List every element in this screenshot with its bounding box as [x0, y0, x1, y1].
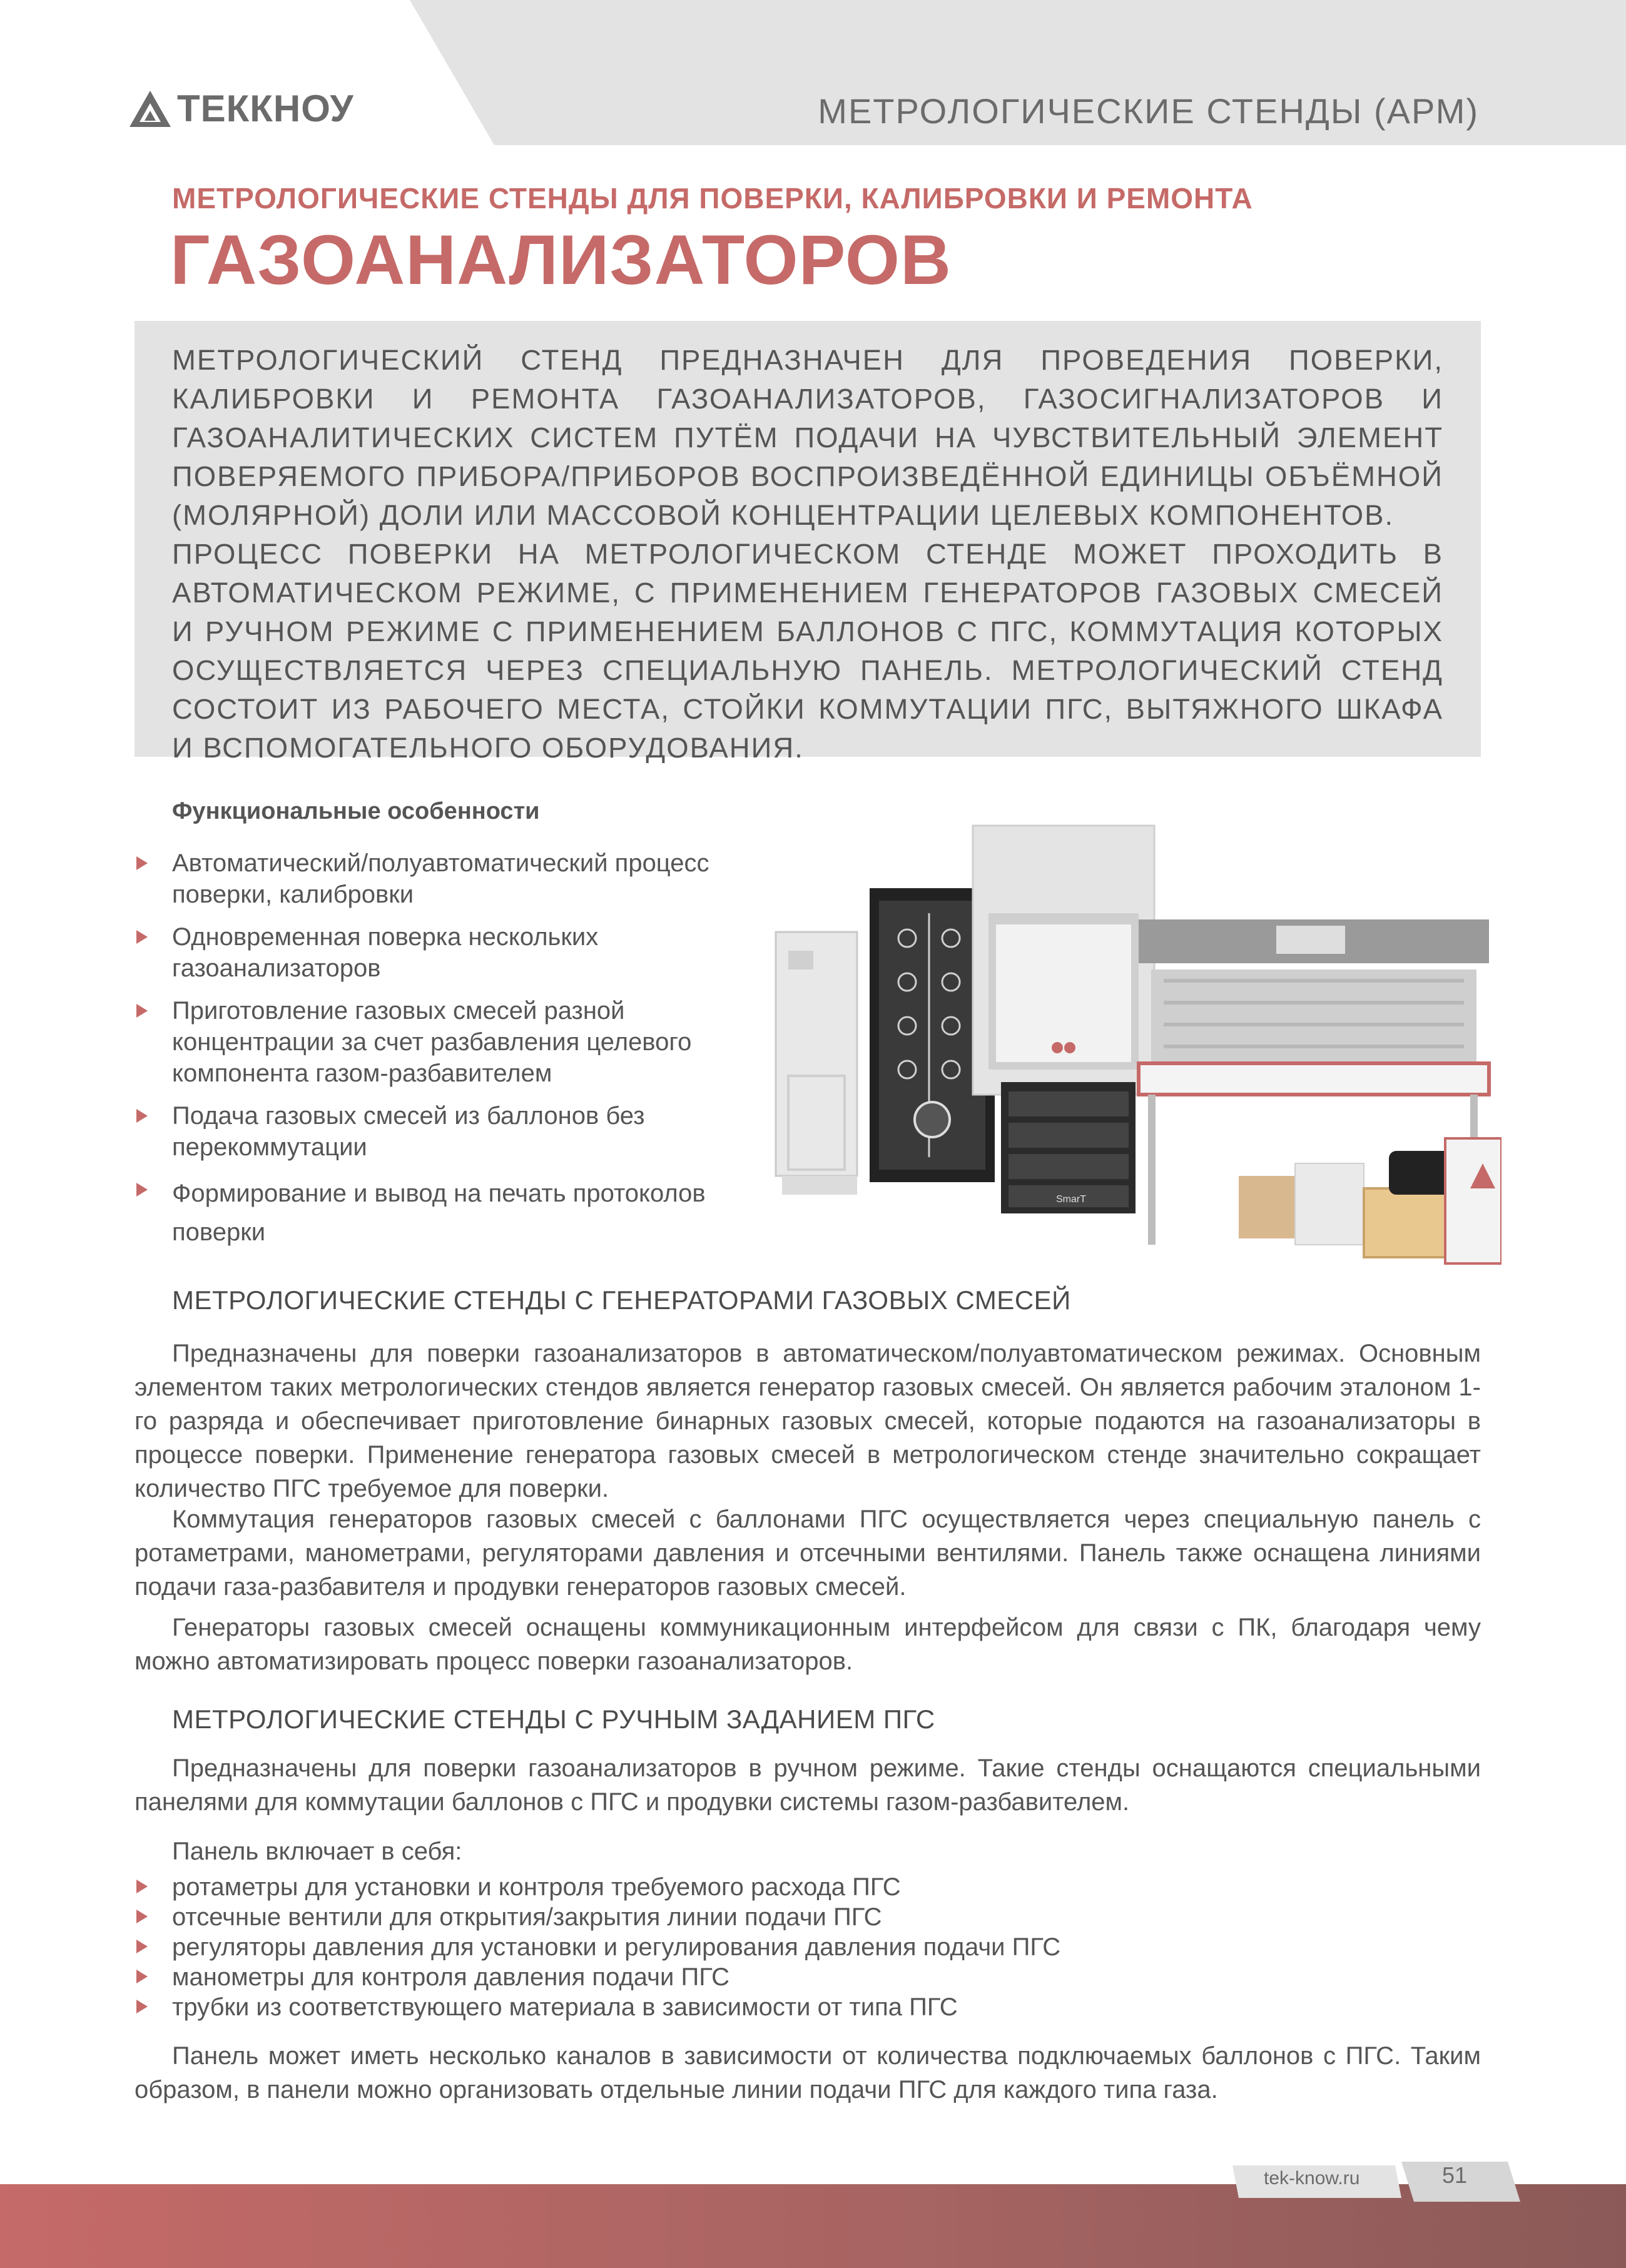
list-item: отсечные вентили для открытия/закрытия линии подачи ПГС: [135, 1902, 1481, 1932]
section2-paragraph-1: Предназначены для поверки газоанализаторов в ручном режиме. Такие стенды оснащаются специальными панелями для коммутации баллонов с ПГС и продувки системы газом-разбавителем.: [135, 1754, 1481, 1816]
section-title: МЕТРОЛОГИЧЕСКИЕ СТЕНДЫ (АРМ): [818, 91, 1479, 131]
section1-paragraph-1: Предназначены для поверки газоанализаторов в автоматическом/полуавтоматическом режимах. Основным элементом таких метрологических стендов является генератор газовых смесей. Он является рабочим эталоном 1-го разряда и обеспечивает приготовление бинарных газовых смесей, которые подаются на газоанализаторы в процессе поверки. Применение генератора газовых смесей в метрологическом стенде значительно сокращает количество ПГС требуемое для поверки.: [135, 1340, 1481, 1502]
cabinet-label: SmarT: [1056, 1194, 1086, 1205]
bullet-triangle-icon: [136, 1970, 148, 1983]
panel-items-list: [135, 1872, 1481, 2022]
feature-item: Одновременная поверка нескольких газоанализаторов: [135, 921, 716, 984]
bullet-triangle-icon: [136, 1940, 148, 1953]
section1-paragraph-3: Генераторы газовых смесей оснащены коммуникационным интерфейсом для связи с ПК, благодаря чему можно автоматизировать процесс поверки газоанализаторов.: [135, 1614, 1481, 1675]
list-item: ротаметры для установки и контроля требуемого расхода ПГС: [135, 1872, 1481, 1902]
intro-paragraph-2: ПРОЦЕСС ПОВЕРКИ НА МЕТРОЛОГИЧЕСКОМ СТЕНДЕ МОЖЕТ ПРОХОДИТЬ В АВТОМАТИЧЕСКОМ РЕЖИМЕ, С ПРИМЕНЕНИЕМ ГЕНЕРАТОРОВ ГАЗОВЫХ СМЕСЕЙ И РУЧНОМ РЕЖИМЕ С ПРИМЕНЕНИЕМ БАЛЛОНОВ С ПГС, КОММУТАЦИЯ КОТОРЫХ ОСУЩЕСТВЛЯЕТСЯ ЧЕРЕЗ СПЕЦИАЛЬНУЮ ПАНЕЛЬ. МЕТРОЛОГИЧЕСКИЙ СТЕНД СОСТОИТ ИЗ РАБОЧЕГО МЕСТА, СТОЙКИ КОММУТАЦИИ ПГС, ВЫТЯЖНОГО ШКАФА И ВСПОМОГАТЕЛЬНОГО ОБОРУДОВАНИЯ.: [172, 538, 1443, 764]
logo-triangle-icon: [128, 89, 172, 128]
feature-item: Автоматический/полуавтоматический процесс поверки, калибровки: [135, 848, 716, 910]
intro-box: [135, 321, 1481, 764]
bullet-triangle-icon: [136, 1880, 148, 1893]
intro-paragraph-1: МЕТРОЛОГИЧЕСКИЙ СТЕНД ПРЕДНАЗНАЧЕН ДЛЯ ПРОВЕДЕНИЯ ПОВЕРКИ, КАЛИБРОВКИ И РЕМОНТА ГАЗОАНАЛИЗАТОРОВ, ГАЗОСИГНАЛИЗАТОРОВ И ГАЗОАНАЛИТИЧЕСКИХ СИСТЕМ ПУТЁМ ПОДАЧИ НА ЧУВСТВИТЕЛЬНЫЙ ЭЛЕМЕНТ ПОВЕРЯЕМОГО ПРИБОРА/ПРИБОРОВ ВОСПРОИЗВЕДЁННОЙ ЕДИНИЦЫ ОБЪЁМНОЙ (МОЛЯРНОЙ) ДОЛИ ИЛИ МАССОВОЙ КОНЦЕНТРАЦИИ ЦЕЛЕВЫХ КОМПОНЕНТОВ.: [172, 344, 1443, 531]
bullet-triangle-icon: [136, 856, 148, 870]
section1-paragraph-2: Коммутация генераторов газовых смесей с баллонами ПГС осуществляется через специальную панель с ротаметрами, манометрами, регуляторами давления и отсечными вентилями. Панель также оснащена линиями подачи газа-разбавителя и продувки генераторов газовых смесей.: [135, 1506, 1481, 1601]
page-kicker: МЕТРОЛОГИЧЕСКИЕ СТЕНДЫ ДЛЯ ПОВЕРКИ, КАЛИБРОВКИ И РЕМОНТА: [172, 182, 1253, 215]
workstation-photo: [763, 813, 1502, 1301]
section2-paragraph-2: Панель включает в себя:: [172, 1838, 462, 1865]
company-logo: [128, 85, 354, 132]
list-item: регуляторы давления для установки и регулирования давления подачи ПГС: [135, 1932, 1481, 1962]
bullet-triangle-icon: [136, 1183, 148, 1197]
bullet-triangle-icon: [136, 1910, 148, 1923]
page-number: 51: [1442, 2162, 1468, 2188]
bullet-triangle-icon: [136, 1109, 148, 1123]
bullet-triangle-icon: [136, 930, 148, 944]
features-list: [135, 848, 716, 1263]
features-title: Функциональные особенности: [172, 798, 540, 824]
section2-paragraph-3: Панель может иметь несколько каналов в зависимости от количества подключаемых баллонов с ПГС. Таким образом, в панели можно организовать отдельные линии подачи ПГС для каждого типа газа.: [135, 2042, 1481, 2103]
footer-website: tek-know.ru: [1264, 2168, 1360, 2189]
logo-text: ТЕККНОУ: [177, 88, 354, 129]
bullet-triangle-icon: [136, 2000, 148, 2013]
bullet-triangle-icon: [136, 1004, 148, 1018]
section1-heading: МЕТРОЛОГИЧЕСКИЕ СТЕНДЫ С ГЕНЕРАТОРАМИ ГАЗОВЫХ СМЕСЕЙ: [172, 1285, 1071, 1315]
feature-item: Подача газовых смесей из баллонов без перекоммутации: [135, 1100, 716, 1163]
feature-item: Формирование и вывод на печать протоколов поверки: [135, 1174, 716, 1252]
list-item: трубки из соответствующего материала в зависимости от типа ПГС: [135, 1992, 1481, 2022]
feature-item: Приготовление газовых смесей разной концентрации за счет разбавления целевого компонента газом-разбавителем: [135, 995, 716, 1089]
list-item: манометры для контроля давления подачи ПГС: [135, 1962, 1481, 1992]
page-headline: ГАЗОАНАЛИЗАТОРОВ: [170, 221, 952, 299]
section2-heading: МЕТРОЛОГИЧЕСКИЕ СТЕНДЫ С РУЧНЫМ ЗАДАНИЕМ ПГС: [172, 1704, 935, 1734]
